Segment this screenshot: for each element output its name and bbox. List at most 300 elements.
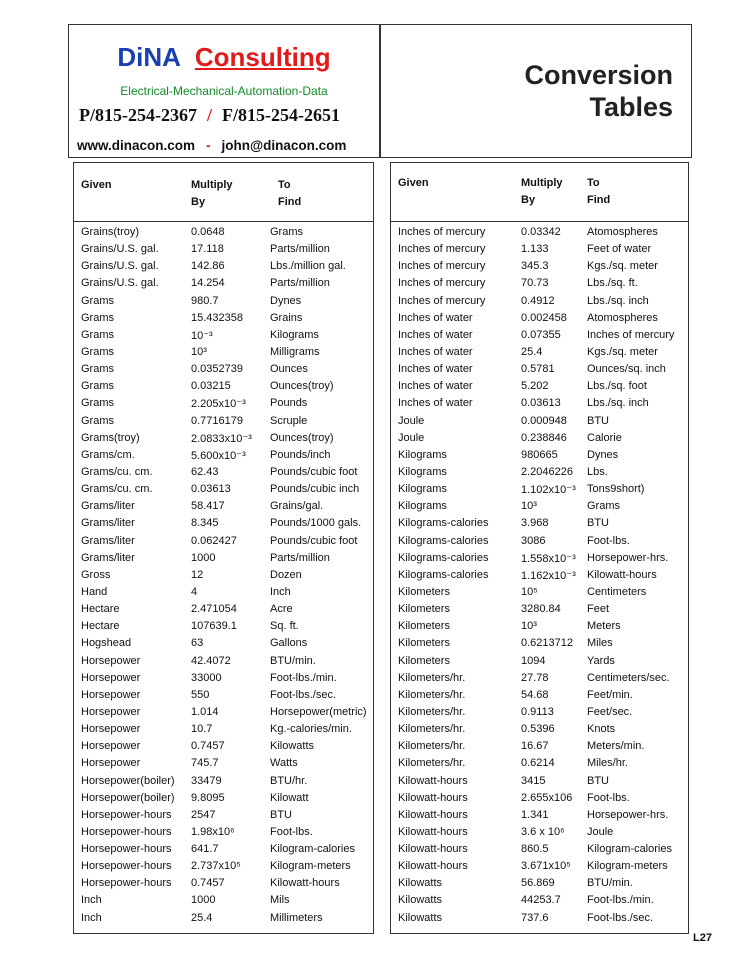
cell-given: Kilograms-calories: [398, 551, 489, 564]
company-tagline: Electrical-Mechanical-Automation-Data: [120, 84, 328, 98]
cell-given: Inches of mercury: [398, 226, 486, 238]
table-rows-left: [74, 224, 373, 927]
cell-given: Grams: [81, 380, 114, 393]
cell-given: Horsepower-hours: [81, 843, 172, 856]
cell-multiply-by: 58.417: [191, 500, 225, 513]
cell-given: Kilowatt-hours: [398, 843, 468, 856]
header-to: To: [587, 177, 600, 189]
cell-to-find: Lbs.: [587, 465, 608, 478]
table-row: [391, 533, 688, 550]
table-row: [391, 687, 688, 704]
table-row: [391, 464, 688, 481]
table-row: [74, 635, 373, 652]
table-row: [74, 464, 373, 481]
cell-given: Kilometers/hr.: [398, 705, 466, 718]
cell-to-find: Dynes: [270, 294, 302, 307]
cell-given: Kilograms: [398, 500, 447, 513]
cell-to-find: Lbs./sq. ft.: [587, 277, 638, 290]
cell-multiply-by: 1000: [191, 551, 216, 564]
cell-to-find: Grams: [587, 500, 620, 513]
cell-multiply-by: 0.7457: [191, 877, 225, 890]
cell-multiply-by: 1.341: [521, 808, 549, 821]
cell-given: Horsepower(boiler): [81, 774, 175, 787]
cell-given: Kilograms: [398, 465, 447, 478]
cell-given: Joule: [398, 431, 425, 444]
cell-to-find: Inches of mercury: [587, 328, 675, 341]
cell-to-find: Watts: [270, 757, 298, 770]
cell-given: Kilometers/hr.: [398, 740, 466, 753]
cell-to-find: Foot-lbs./min.: [270, 671, 337, 684]
table-row: [391, 670, 688, 687]
table-row: [74, 670, 373, 687]
header-by: By: [521, 194, 536, 206]
table-row: [74, 773, 373, 790]
cell-to-find: Kilowatts: [270, 740, 315, 753]
cell-given: Inches of water: [398, 345, 473, 358]
cell-to-find: Tons9short): [587, 483, 645, 496]
cell-to-find: Atomospheres: [587, 226, 658, 238]
cell-to-find: BTU/min.: [587, 877, 633, 890]
table-row: [391, 327, 688, 344]
table-row: [74, 687, 373, 704]
cell-given: Grains/U.S. gal.: [81, 243, 159, 256]
cell-given: Kilograms-calories: [398, 568, 489, 581]
cell-multiply-by: 0.0648: [191, 226, 225, 238]
cell-given: Grains/U.S. gal.: [81, 277, 159, 290]
table-row: [74, 601, 373, 618]
cell-to-find: Horsepower-hrs.: [587, 808, 669, 821]
cell-given: Horsepower(boiler): [81, 791, 175, 804]
cell-to-find: Feet: [587, 603, 610, 616]
page-number: L27: [693, 932, 712, 944]
table-row: [74, 807, 373, 824]
cell-to-find: Grains/gal.: [270, 500, 324, 513]
cell-to-find: Pounds/inch: [270, 448, 331, 461]
cell-to-find: Kilowatt: [270, 791, 309, 804]
cell-given: Kilowatt-hours: [398, 860, 468, 873]
cell-to-find: Ounces(troy): [270, 431, 334, 444]
cell-multiply-by: 70.73: [521, 277, 549, 290]
cell-given: Inches of water: [398, 328, 473, 341]
cell-multiply-by: 980.7: [191, 294, 219, 307]
cell-given: Inches of water: [398, 363, 473, 376]
cell-multiply-by: 0.0352739: [191, 363, 243, 376]
table-row: [74, 738, 373, 755]
cell-multiply-by: 550: [191, 688, 210, 701]
cell-given: Horsepower: [81, 723, 141, 736]
cell-multiply-by: 10³: [521, 500, 537, 513]
cell-given: Inches of mercury: [398, 277, 486, 290]
cell-given: Inches of water: [398, 397, 473, 410]
table-row: [74, 275, 373, 292]
email-link[interactable]: john@dinacon.com: [221, 138, 347, 153]
cell-given: Gross: [81, 568, 111, 581]
table-row: [391, 807, 688, 824]
cell-given: Horsepower: [81, 740, 141, 753]
table-row: [391, 635, 688, 652]
cell-multiply-by: 1.014: [191, 705, 219, 718]
cell-multiply-by: 10⁵: [521, 585, 538, 598]
cell-to-find: Pounds/cubic foot: [270, 534, 358, 547]
header-multiply: Multiply: [521, 177, 563, 189]
cell-multiply-by: 142.86: [191, 260, 225, 273]
table-row: [74, 378, 373, 395]
table-row: [391, 275, 688, 292]
cell-multiply-by: 25.4: [521, 345, 543, 358]
table-header: [74, 163, 373, 222]
cell-multiply-by: 54.68: [521, 688, 549, 701]
table-row: [391, 430, 688, 447]
cell-to-find: Lbs./sq. inch: [587, 397, 649, 410]
table-row: [391, 361, 688, 378]
cell-to-find: Dozen: [270, 568, 302, 581]
cell-given: Grams/liter: [81, 551, 135, 564]
cell-multiply-by: 0.5781: [521, 363, 555, 376]
contact-phones: [79, 105, 340, 126]
cell-to-find: Kilogram-meters: [270, 860, 351, 873]
cell-multiply-by: 0.03613: [521, 397, 561, 410]
cell-given: Grams/liter: [81, 534, 135, 547]
cell-multiply-by: 10³: [191, 345, 207, 358]
cell-to-find: Joule: [587, 825, 614, 838]
cell-given: Kilowatts: [398, 911, 443, 924]
cell-given: Inches of mercury: [398, 294, 486, 307]
cell-multiply-by: 2.2046226: [521, 465, 573, 478]
cell-to-find: Parts/million: [270, 277, 330, 290]
cell-given: Grams: [81, 294, 114, 307]
table-row: [391, 858, 688, 875]
cell-given: Kilowatts: [398, 877, 443, 890]
table-row: [391, 721, 688, 738]
cell-multiply-by: 2.471054: [191, 603, 237, 616]
cell-to-find: Foot-lbs.: [270, 825, 313, 838]
cell-multiply-by: 56.869: [521, 877, 555, 890]
cell-to-find: Pounds/cubic inch: [270, 483, 360, 496]
cell-multiply-by: 0.000948: [521, 414, 567, 427]
cell-to-find: Kilogram-meters: [587, 860, 668, 873]
cell-multiply-by: 17.118: [191, 243, 224, 256]
phone-separator: /: [206, 105, 212, 125]
cell-multiply-by: 2547: [191, 808, 216, 821]
cell-multiply-by: 10.7: [191, 723, 213, 736]
cell-to-find: Foot-lbs.: [587, 791, 630, 804]
cell-to-find: Scruple: [270, 414, 308, 427]
cell-multiply-by: 16.67: [521, 740, 549, 753]
cell-multiply-by: 0.07355: [521, 328, 561, 341]
cell-multiply-by: 980665: [521, 448, 558, 461]
cell-multiply-by: 1.102x10⁻³: [521, 484, 576, 497]
table-row: [391, 653, 688, 670]
cell-to-find: BTU: [270, 808, 292, 821]
cell-given: Kilograms: [398, 448, 447, 461]
cell-to-find: Yards: [587, 654, 615, 667]
cell-to-find: Centimeters/sec.: [587, 671, 670, 684]
table-row: [391, 910, 688, 927]
cell-given: Kilometers: [398, 603, 450, 616]
cell-to-find: Kilogram-calories: [270, 843, 355, 856]
cell-to-find: Feet of water: [587, 243, 652, 256]
cell-given: Grams/cu. cm.: [81, 483, 153, 496]
cell-to-find: Grams: [270, 226, 303, 238]
table-row: [74, 910, 373, 927]
cell-multiply-by: 0.03613: [191, 483, 231, 496]
cell-multiply-by: 0.9113: [521, 705, 554, 718]
cell-multiply-by: 3.968: [521, 517, 549, 530]
table-row: [391, 413, 688, 430]
page-title: [524, 59, 673, 123]
cell-given: Grams: [81, 328, 114, 341]
table-row: [74, 875, 373, 892]
cell-given: Kilograms: [398, 483, 447, 496]
table-row: [391, 293, 688, 310]
cell-multiply-by: 14.254: [191, 277, 225, 290]
cell-multiply-by: 2.205x10⁻³: [191, 398, 246, 411]
cell-given: Horsepower-hours: [81, 860, 172, 873]
cell-multiply-by: 1.98x10⁶: [191, 825, 235, 838]
cell-given: Horsepower: [81, 688, 141, 701]
table-row: [74, 258, 373, 275]
cell-to-find: Centimeters: [587, 585, 647, 598]
cell-multiply-by: 0.6214: [521, 757, 555, 770]
cell-given: Horsepower: [81, 705, 141, 718]
table-row: [74, 618, 373, 635]
cell-given: Joule: [398, 414, 425, 427]
cell-given: Grams: [81, 397, 114, 410]
cell-multiply-by: 4: [191, 585, 198, 598]
cell-given: Grams: [81, 363, 114, 376]
cell-to-find: Pounds/cubic foot: [270, 465, 358, 478]
cell-to-find: Inch: [270, 585, 291, 598]
table-row: [74, 413, 373, 430]
title-panel: [380, 24, 692, 158]
cell-to-find: Lbs./sq. foot: [587, 380, 647, 393]
cell-to-find: Parts/million: [270, 243, 330, 256]
cell-multiply-by: 27.78: [521, 671, 549, 684]
cell-to-find: Calorie: [587, 431, 622, 444]
cell-given: Horsepower: [81, 654, 141, 667]
cell-given: Kilometers: [398, 585, 450, 598]
cell-multiply-by: 15.432358: [191, 311, 243, 324]
table-row: [391, 892, 688, 909]
cell-to-find: Ounces(troy): [270, 380, 334, 393]
cell-given: Kilometers: [398, 620, 450, 633]
cell-given: Inches of mercury: [398, 243, 486, 256]
cell-given: Grams/liter: [81, 517, 135, 530]
cell-given: Kilograms-calories: [398, 534, 489, 547]
cell-given: Kilograms-calories: [398, 517, 489, 530]
cell-given: Kilowatt-hours: [398, 774, 468, 787]
table-row: [74, 790, 373, 807]
table-row: [391, 790, 688, 807]
header-find: Find: [278, 196, 302, 208]
table-row: [391, 773, 688, 790]
table-row: [391, 567, 688, 584]
cell-to-find: Knots: [587, 723, 616, 736]
cell-multiply-by: 641.7: [191, 843, 219, 856]
cell-multiply-by: 2.737x10⁵: [191, 860, 241, 873]
cell-given: Inch: [81, 911, 102, 924]
cell-to-find: Feet/sec.: [587, 705, 633, 718]
conversion-table-right: [390, 162, 689, 934]
cell-multiply-by: 3280.84: [521, 603, 561, 616]
table-row: [74, 892, 373, 909]
table-row: [74, 858, 373, 875]
table-row: [391, 241, 688, 258]
table-row: [391, 224, 688, 241]
cell-to-find: Pounds/1000 gals.: [270, 517, 362, 530]
cell-to-find: Foot-lbs.: [587, 534, 630, 547]
cell-given: Grams/liter: [81, 500, 135, 513]
table-row: [74, 327, 373, 344]
cell-multiply-by: 745.7: [191, 757, 219, 770]
header-find: Find: [587, 194, 611, 206]
cell-multiply-by: 0.6213712: [521, 637, 573, 650]
cell-to-find: Grains: [270, 311, 303, 324]
table-row: [391, 601, 688, 618]
cell-multiply-by: 25.4: [191, 911, 213, 924]
contact-separator: -: [206, 138, 211, 153]
cell-to-find: Miles/hr.: [587, 757, 628, 770]
cell-to-find: Kgs./sq. meter: [587, 345, 658, 358]
cell-given: Inches of mercury: [398, 260, 486, 273]
table-row: [391, 841, 688, 858]
table-row: [391, 481, 688, 498]
cell-multiply-by: 1.558x10⁻³: [521, 552, 576, 565]
cell-to-find: Feet/min.: [587, 688, 633, 701]
cell-given: Horsepower-hours: [81, 808, 172, 821]
cell-multiply-by: 3.671x10⁵: [521, 860, 571, 873]
logo-name-part2: Consulting: [194, 42, 331, 72]
cell-given: Grams(troy): [81, 431, 140, 444]
cell-given: Horsepower-hours: [81, 825, 172, 838]
table-row: [74, 824, 373, 841]
phone-number: P/815-254-2367: [79, 105, 197, 125]
cell-to-find: Mils: [270, 894, 290, 907]
table-row: [74, 395, 373, 412]
cell-to-find: Milligrams: [270, 345, 320, 358]
cell-to-find: Foot-lbs./min.: [587, 894, 654, 907]
cell-to-find: Kgs./sq. meter: [587, 260, 658, 273]
table-row: [391, 618, 688, 635]
cell-given: Hand: [81, 585, 108, 598]
cell-to-find: Kilowatt-hours: [587, 568, 657, 581]
cell-multiply-by: 3415: [521, 774, 546, 787]
cell-multiply-by: 3.6 x 10⁶: [521, 825, 565, 838]
cell-given: Kilowatts: [398, 894, 443, 907]
cell-given: Inch: [81, 894, 102, 907]
cell-given: Kilometers/hr.: [398, 757, 466, 770]
table-row: [74, 567, 373, 584]
cell-to-find: Gallons: [270, 637, 308, 650]
cell-multiply-by: 737.6: [521, 911, 549, 924]
cell-multiply-by: 33479: [191, 774, 222, 787]
cell-multiply-by: 10³: [521, 620, 537, 633]
cell-given: Kilometers/hr.: [398, 723, 466, 736]
table-row: [74, 653, 373, 670]
cell-multiply-by: 0.7716179: [191, 414, 243, 427]
website-link[interactable]: www.dinacon.com: [77, 138, 196, 153]
header-to: To: [278, 179, 291, 191]
cell-to-find: Meters: [587, 620, 621, 633]
table-row: [391, 344, 688, 361]
cell-to-find: Foot-lbs./sec.: [270, 688, 337, 701]
cell-multiply-by: 860.5: [521, 843, 549, 856]
cell-to-find: Meters/min.: [587, 740, 645, 753]
table-row: [391, 310, 688, 327]
cell-multiply-by: 5.202: [521, 380, 549, 393]
cell-to-find: Kilogram-calories: [587, 843, 672, 856]
table-row: [74, 704, 373, 721]
cell-given: Grams: [81, 414, 114, 427]
cell-to-find: Millimeters: [270, 911, 323, 924]
cell-to-find: Kg.-calories/min.: [270, 723, 352, 736]
contact-web: [77, 138, 346, 153]
cell-multiply-by: 12: [191, 568, 204, 581]
cell-to-find: BTU: [587, 774, 609, 787]
cell-given: Hectare: [81, 603, 120, 616]
cell-to-find: BTU: [587, 517, 609, 530]
cell-to-find: Lbs./sq. inch: [587, 294, 649, 307]
table-row: [391, 498, 688, 515]
cell-multiply-by: 1.133: [521, 243, 549, 256]
cell-multiply-by: 33000: [191, 671, 222, 684]
cell-multiply-by: 107639.1: [191, 620, 237, 633]
table-row: [391, 875, 688, 892]
table-row: [74, 241, 373, 258]
table-row: [74, 447, 373, 464]
cell-given: Kilowatt-hours: [398, 825, 468, 838]
cell-given: Horsepower: [81, 671, 141, 684]
header-given: Given: [81, 179, 112, 191]
table-row: [74, 361, 373, 378]
cell-to-find: BTU: [587, 414, 609, 427]
table-row: [391, 447, 688, 464]
cell-given: Kilowatt-hours: [398, 808, 468, 821]
cell-given: Kilometers: [398, 637, 450, 650]
cell-given: Grains/U.S. gal.: [81, 260, 159, 273]
cell-given: Grams: [81, 345, 114, 358]
table-row: [391, 584, 688, 601]
table-header: [391, 163, 688, 222]
fax-number: F/815-254-2651: [222, 105, 340, 125]
cell-multiply-by: 345.3: [521, 260, 549, 273]
cell-given: Kilometers: [398, 654, 450, 667]
cell-given: Grams: [81, 311, 114, 324]
cell-multiply-by: 62.43: [191, 465, 219, 478]
cell-to-find: Pounds: [270, 397, 308, 410]
cell-multiply-by: 5.600x10⁻³: [191, 449, 246, 462]
cell-to-find: Sq. ft.: [270, 620, 299, 633]
table-row: [391, 395, 688, 412]
cell-to-find: Lbs./million gal.: [270, 260, 346, 273]
title-line-2: Tables: [589, 92, 673, 122]
cell-to-find: Kilograms: [270, 328, 319, 341]
cell-given: Horsepower: [81, 757, 141, 770]
table-row: [391, 738, 688, 755]
cell-multiply-by: 1000: [191, 894, 216, 907]
cell-multiply-by: 10⁻³: [191, 329, 213, 342]
table-row: [74, 755, 373, 772]
table-row: [74, 550, 373, 567]
cell-multiply-by: 0.03215: [191, 380, 231, 393]
table-row: [74, 481, 373, 498]
cell-given: Grams/cm.: [81, 448, 135, 461]
table-row: [391, 704, 688, 721]
cell-multiply-by: 42.4072: [191, 654, 231, 667]
cell-multiply-by: 0.4912: [521, 294, 555, 307]
cell-to-find: Parts/million: [270, 551, 330, 564]
table-rows-right: [391, 224, 688, 927]
